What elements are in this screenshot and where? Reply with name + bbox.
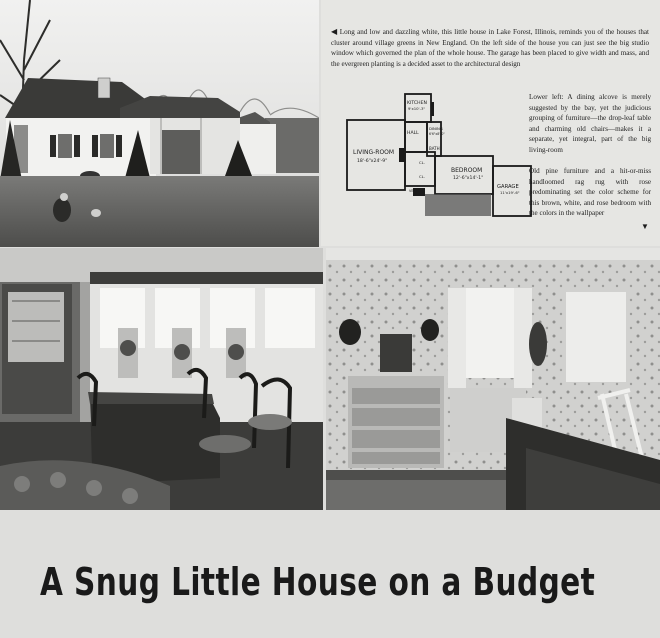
plan-vest-label: VEST. [409, 189, 419, 193]
plan-bedroom-label: BEDROOM [451, 167, 483, 174]
plan-living-room-dim: 18'-6"x24'-9" [357, 159, 388, 164]
caption-rugs: Old pine furniture and a hit-or-miss handloomed rag rug with rose predominating set the color scheme for this brown, white, and rose bedroom with the colors in the wallpaper [529, 167, 651, 218]
text-panel [321, 0, 660, 246]
arrow-down-icon: ▼ [641, 222, 649, 231]
plan-living-room-label: LIVING-ROOM [353, 149, 395, 156]
article-title: A Snug Little House on a Budget [40, 560, 596, 604]
floor-plan [343, 92, 535, 222]
plan-garage-label: GARAGE [497, 184, 519, 190]
intro-paragraph [331, 27, 649, 69]
plan-closet-2-label: CL. [419, 174, 425, 179]
dining-alcove-photo [0, 248, 323, 510]
plan-dining-label: DINING [429, 126, 443, 131]
plan-kitchen-label: KITCHEN [407, 101, 427, 106]
intro-text: Long and low and dazzling white, this little house in Lake Forest, Illinois, reminds you of the houses that cluster around village greens in New England. On the left side of the house you can just see the big studio window which governed the plan of the whole house. The garage has been placed to give width and mass, and the evergreen planting is a decided asset to the architectural design [331, 28, 650, 68]
plan-bedroom-dim: 12'-6"x14'-1" [453, 176, 484, 181]
plan-bath-label: BATH [429, 146, 440, 151]
plan-kitchen-dim: 9'x10'-3" [408, 106, 426, 111]
plan-garage-dim: 11'x19'-6" [500, 190, 520, 195]
plan-hall-label: HALL [407, 131, 419, 136]
bedroom-photo [326, 248, 660, 510]
house-exterior-photo [0, 0, 319, 247]
plan-dining-dim: 6'6"x8'-0" [429, 132, 445, 136]
caption-lower-left: Lower left: A dining alcove is merely suggested by the bay, yet the judicious grouping of furniture—the drop-leaf table and charming old chairs—makes it a separate, yet integral, part of the big living-room [529, 93, 651, 154]
plan-closet-1-label: CL. [419, 160, 425, 165]
arrow-left-icon: ◀ [331, 27, 338, 36]
